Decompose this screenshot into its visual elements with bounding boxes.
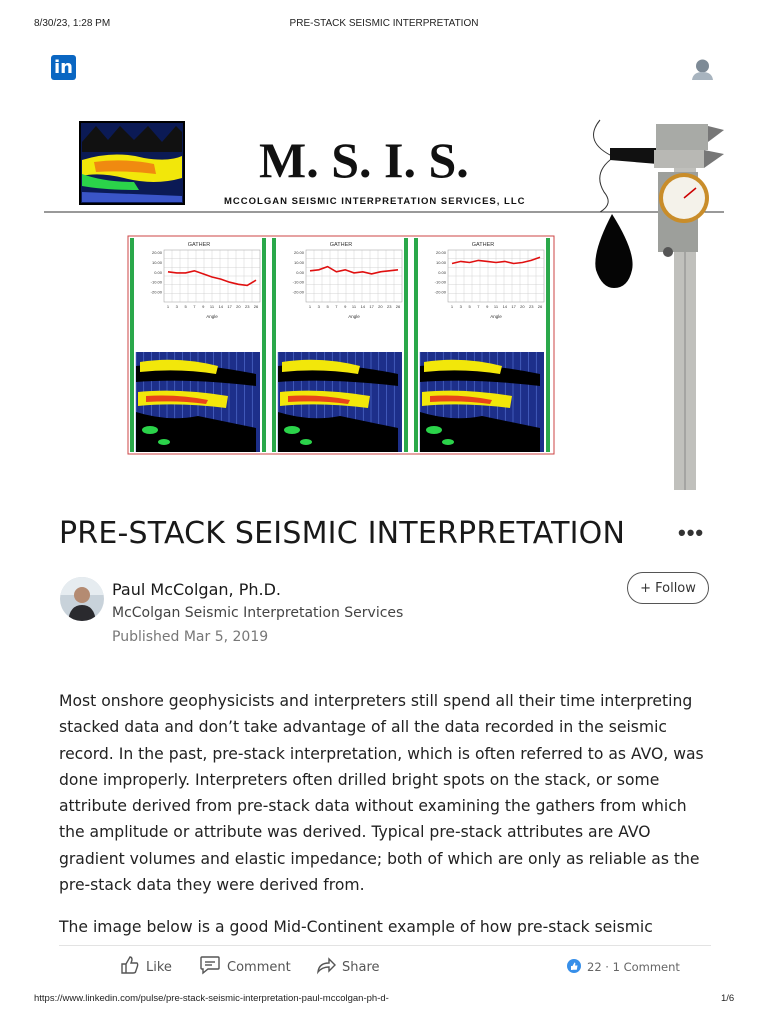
x-tick-label: 5 (468, 304, 471, 309)
like-button[interactable] (120, 956, 172, 978)
thumbs-up-icon (120, 955, 140, 979)
x-tick-label: 14 (502, 304, 508, 309)
y-tick-label: 20.00 (435, 250, 446, 255)
y-tick-label: 10.00 (293, 259, 304, 265)
article-paragraph-2: The image below is a good Mid-Continent example of how pre-stack seismic (59, 918, 653, 936)
x-tick-label: 7 (193, 304, 196, 309)
y-tick-label: -20.00 (150, 289, 162, 295)
comment-label: Comment (227, 959, 291, 975)
x-tick-label: 1 (308, 304, 312, 309)
panel-green-bar (262, 238, 266, 452)
x-axis-label: Angle (490, 314, 502, 319)
x-tick-label: 20 (378, 304, 383, 309)
x-tick-label: 1 (166, 304, 170, 309)
y-tick-label: 20.00 (151, 250, 162, 255)
published-date: Published Mar 5, 2019 (112, 629, 269, 645)
x-tick-label: 9 (486, 304, 489, 309)
author-avatar[interactable] (60, 577, 104, 621)
x-axis-label: Angle (348, 314, 360, 319)
profile-avatar-icon[interactable] (690, 56, 715, 81)
comment-button[interactable] (199, 956, 291, 978)
page-number: 1/6 (721, 993, 735, 1004)
action-bar-divider (59, 945, 711, 946)
panel-green-bar (404, 238, 408, 452)
x-tick-label: 3 (175, 304, 178, 309)
y-tick-label: 0.00 (296, 269, 304, 275)
x-tick-label: 23 (244, 304, 250, 309)
reactions-summary[interactable] (567, 956, 680, 978)
x-tick-label: 23 (528, 304, 534, 309)
x-tick-label: 3 (317, 304, 320, 309)
y-tick-label: 10.00 (435, 259, 446, 265)
follow-button[interactable]: + Follow (627, 572, 709, 604)
x-tick-label: 17 (227, 304, 232, 309)
footer-url: https://www.linkedin.com/pulse/pre-stack-seismic-interpretation-paul-mccolgan-ph-d- (34, 993, 389, 1004)
y-tick-label: -10.00 (434, 279, 446, 285)
print-datetime: 8/30/23, 1:28 PM (34, 18, 111, 29)
x-tick-label: 3 (459, 304, 462, 309)
y-tick-label: 20.00 (293, 250, 304, 255)
y-tick-label: 0.00 (438, 269, 446, 275)
y-tick-label: -10.00 (150, 279, 162, 285)
company-full-name: MCCOLGAN SEISMIC INTERPRETATION SERVICES, LLC (224, 196, 526, 207)
x-tick-label: 9 (344, 304, 347, 309)
x-tick-label: 17 (369, 304, 374, 309)
x-axis-label: Angle (206, 314, 218, 319)
article-title: PRE-STACK SEISMIC INTERPRETATION (59, 516, 626, 551)
x-tick-label: 1 (450, 304, 454, 309)
panel-green-bar (414, 238, 418, 452)
x-tick-label: 14 (360, 304, 366, 309)
panel-green-bar (130, 238, 134, 452)
share-arrow-icon (316, 955, 336, 979)
y-tick-label: -10.00 (292, 279, 304, 285)
company-name: M. S. I. S. (259, 132, 469, 188)
linkedin-logo-icon[interactable]: in (51, 55, 76, 80)
x-tick-label: 26 (253, 304, 259, 309)
reactions-count: 22 · 1 Comment (587, 960, 680, 974)
like-reaction-icon (567, 959, 581, 976)
share-button[interactable] (316, 956, 380, 978)
panel-green-bar (272, 238, 276, 452)
x-tick-label: 23 (386, 304, 392, 309)
x-tick-label: 20 (520, 304, 525, 309)
article-banner-image (44, 112, 724, 494)
x-tick-label: 7 (335, 304, 338, 309)
article-paragraph-1: Most onshore geophysicists and interpreters still spend all their time interpreting stacked data and don’t take advantage of all the data recorded in the seismic record. In the past, pre-stack interpretation, which is often referred to as AVO, was done improperly. Interpreters often drilled bright spots on the stack, or some attribute derived from pre-stack data without examining the gathers from which the amplitude or attribute was derived. Typical pre-stack attributes are AVO gradient volumes and elastic impedance; both of which are only as reliable as the pre-stack data they were derived from. (59, 692, 704, 895)
y-tick-label: -20.00 (434, 289, 446, 295)
more-options-icon[interactable]: ••• (678, 520, 705, 545)
x-tick-label: 7 (477, 304, 480, 309)
x-tick-label: 20 (236, 304, 241, 309)
share-label: Share (342, 959, 380, 975)
x-tick-label: 11 (209, 304, 215, 309)
x-tick-label: 9 (202, 304, 205, 309)
author-organization[interactable]: McColgan Seismic Interpretation Services (112, 605, 404, 621)
x-tick-label: 26 (537, 304, 543, 309)
author-name[interactable]: Paul McColgan, Ph.D. (112, 580, 281, 599)
gather-label: GATHER (187, 242, 211, 248)
print-title: PRE-STACK SEISMIC INTERPRETATION (289, 18, 479, 29)
seismic-thumbnail (80, 122, 184, 204)
y-tick-label: 0.00 (154, 269, 162, 275)
gather-label: GATHER (329, 242, 353, 248)
y-tick-label: 10.00 (151, 259, 162, 265)
like-label: Like (146, 959, 172, 975)
x-tick-label: 5 (326, 304, 329, 309)
x-tick-label: 5 (184, 304, 187, 309)
x-tick-label: 11 (351, 304, 357, 309)
panel-green-bar (546, 238, 550, 452)
x-tick-label: 14 (218, 304, 224, 309)
x-tick-label: 11 (493, 304, 499, 309)
y-tick-label: -20.00 (292, 289, 304, 295)
comment-icon (199, 955, 221, 979)
x-tick-label: 26 (395, 304, 401, 309)
x-tick-label: 17 (511, 304, 516, 309)
gather-label: GATHER (471, 242, 495, 248)
